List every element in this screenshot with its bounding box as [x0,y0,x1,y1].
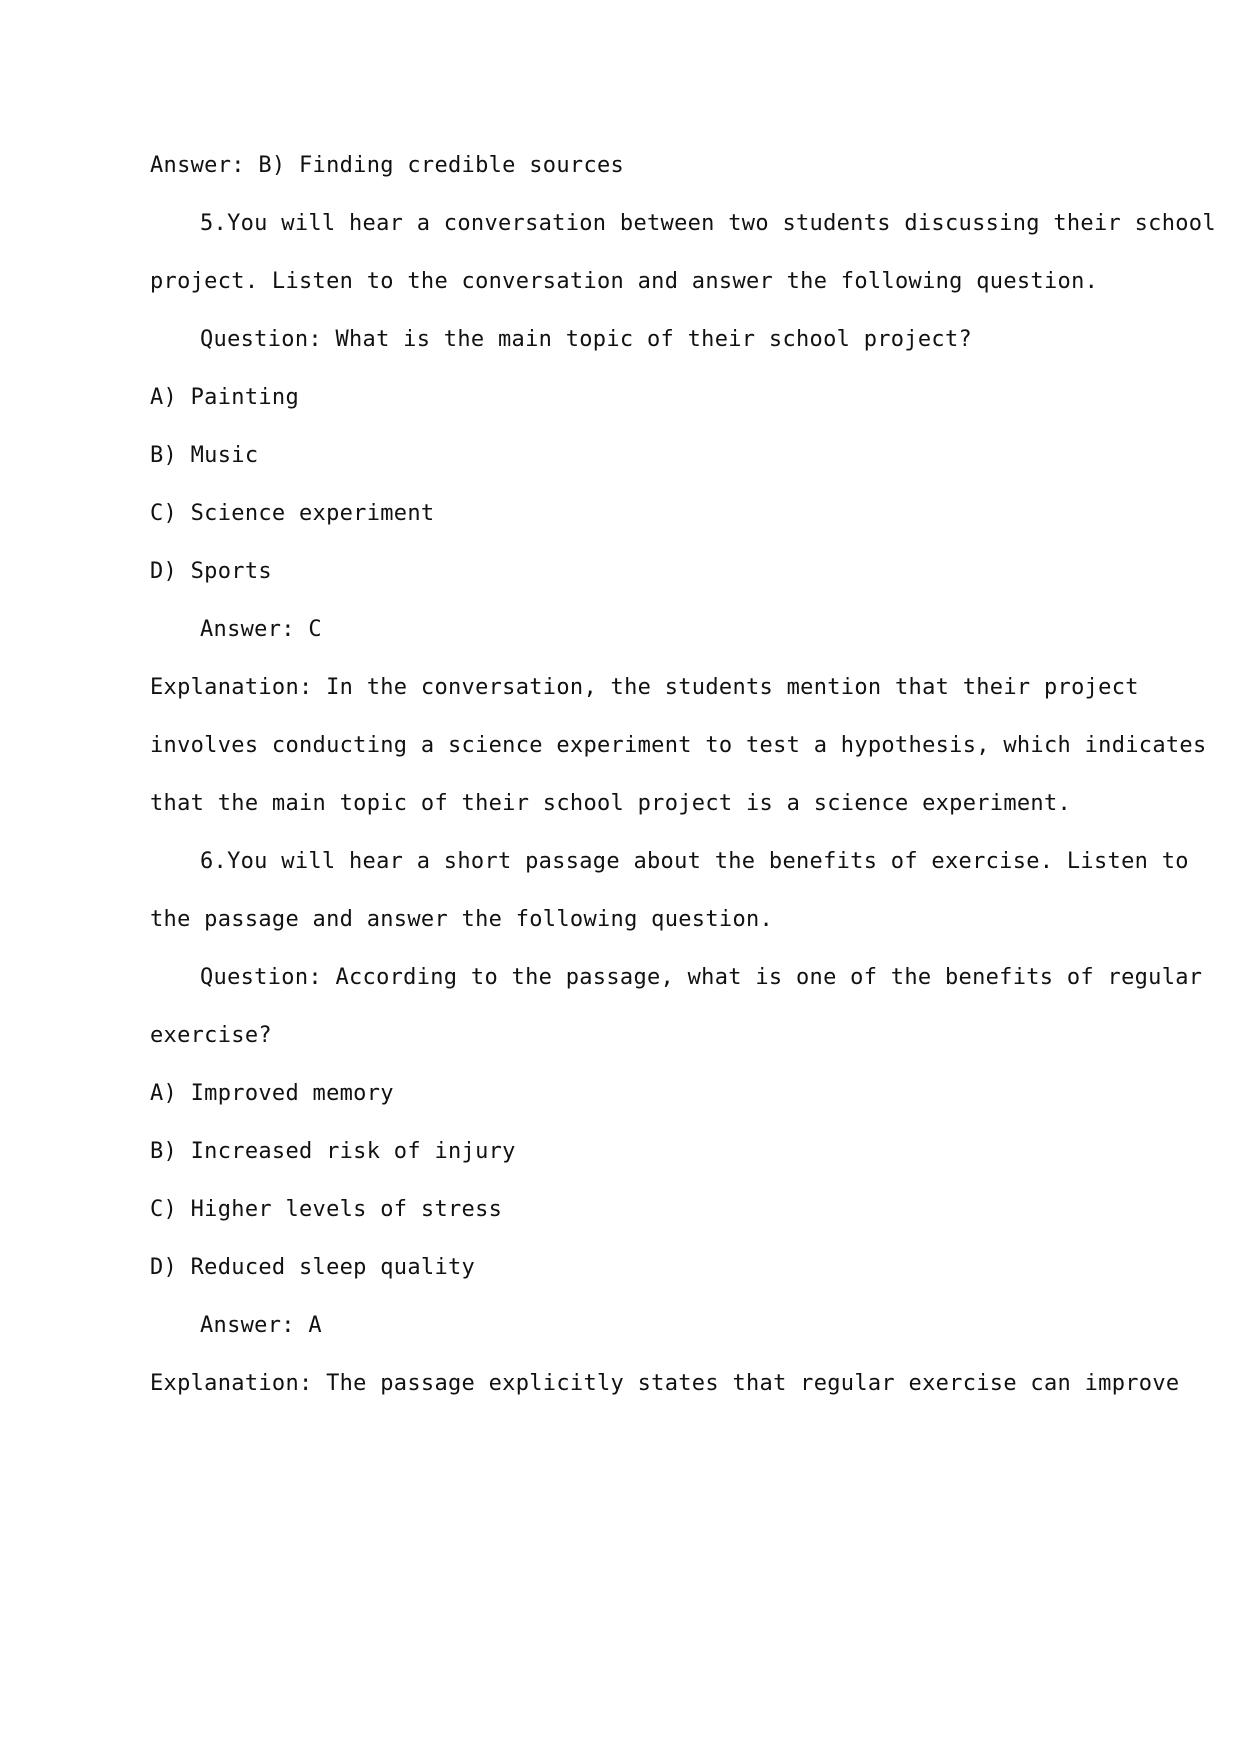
question-5-option-c: C) Science experiment [150,501,435,526]
question-6-option-d: D) Reduced sleep quality [150,1255,476,1280]
question-6-question-line-1: Question: According to the passage, what is one of the benefits of regular [200,965,1203,990]
question-6-explanation-line-1: Explanation: The passage explicitly states that regular exercise can improve [150,1371,1180,1396]
question-5-question: Question: What is the main topic of their school project? [200,327,973,352]
previous-answer: Answer: B) Finding credible sources [150,153,625,178]
question-6-option-c: C) Higher levels of stress [150,1197,503,1222]
question-5-option-a: A) Painting [150,385,299,410]
question-6-prompt-line-2: the passage and answer the following question. [150,907,774,932]
question-6-answer: Answer: A [200,1313,322,1338]
question-5-explanation-line-2: involves conducting a science experiment to test a hypothesis, which indicates [150,733,1207,758]
question-5-answer: Answer: C [200,617,322,642]
question-6-question-line-2: exercise? [150,1023,272,1048]
question-6-option-b: B) Increased risk of injury [150,1139,516,1164]
question-5-option-b: B) Music [150,443,259,468]
question-5-prompt-line-2: project. Listen to the conversation and answer the following question. [150,269,1099,294]
question-5-explanation-line-3: that the main topic of their school project is a science experiment. [150,791,1072,816]
question-5-prompt-line-1: 5.You will hear a conversation between two students discussing their school [200,211,1216,236]
question-6-prompt-line-1: 6.You will hear a short passage about the benefits of exercise. Listen to [200,849,1189,874]
question-5-option-d: D) Sports [150,559,272,584]
question-5-explanation-line-1: Explanation: In the conversation, the students mention that their project [150,675,1139,700]
question-6-option-a: A) Improved memory [150,1081,394,1106]
